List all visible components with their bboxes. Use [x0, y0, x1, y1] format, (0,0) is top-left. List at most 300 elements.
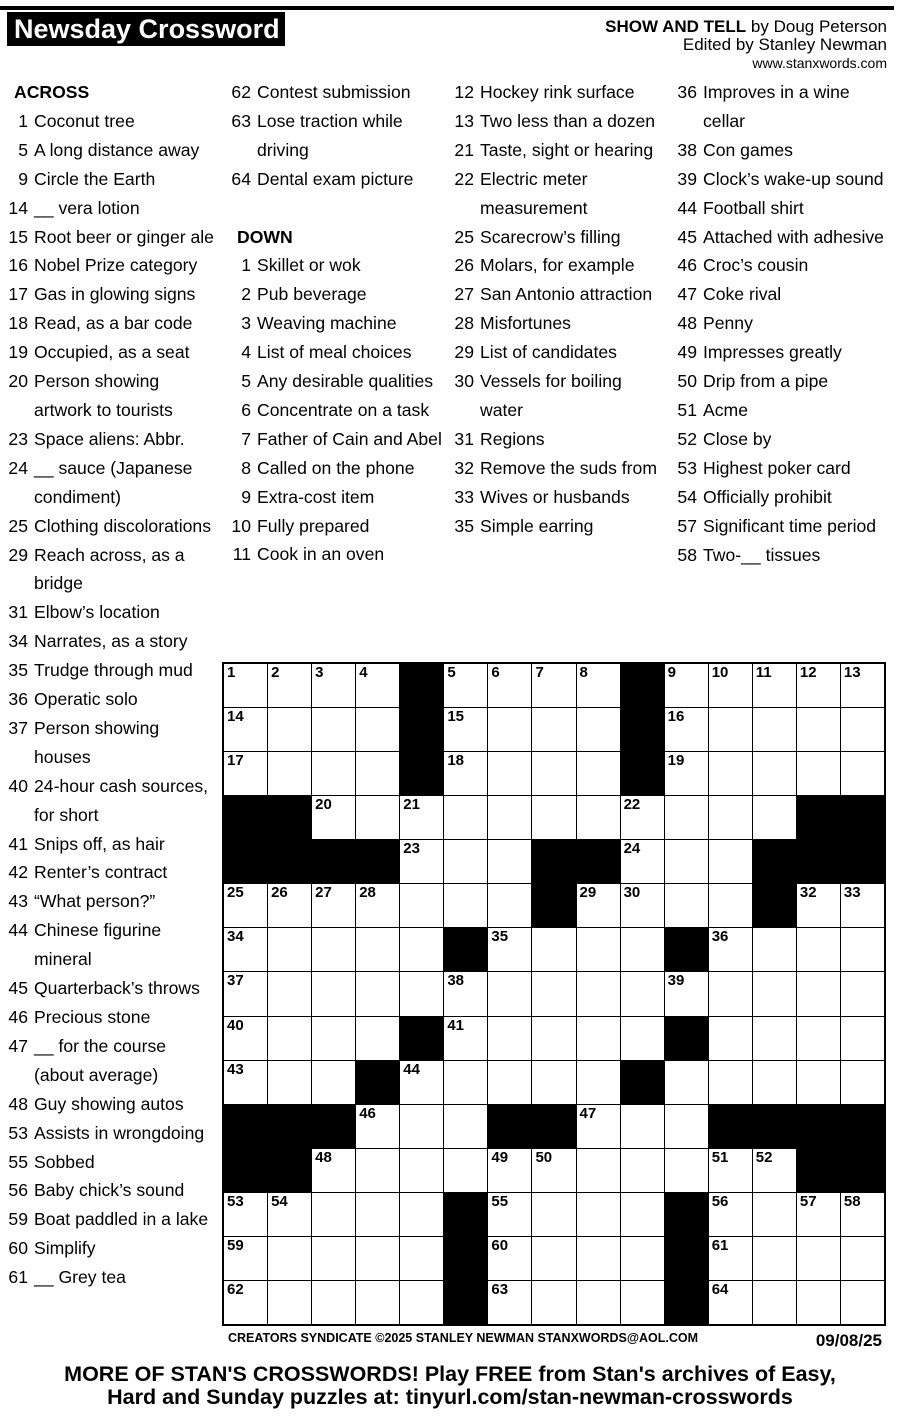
- grid-cell[interactable]: [841, 664, 884, 707]
- clue-number: 57: [677, 515, 697, 536]
- grid-cell[interactable]: [444, 1017, 487, 1060]
- grid-cell[interactable]: [841, 1237, 884, 1280]
- grid-cell[interactable]: [268, 1061, 311, 1104]
- grid-cell[interactable]: [532, 752, 575, 795]
- down-clue-6: [229, 396, 444, 425]
- puzzle-site: www.stanxwords.com: [752, 55, 887, 71]
- grid-cell[interactable]: [312, 884, 355, 927]
- grid-cell[interactable]: [356, 1281, 399, 1324]
- down-clue-4: [229, 338, 444, 367]
- down-clue-7: [229, 425, 444, 454]
- grid-cell[interactable]: [753, 1149, 796, 1192]
- grid-cell[interactable]: [797, 1281, 840, 1324]
- clue-number: 36: [677, 82, 697, 102]
- grid-cell[interactable]: [224, 1237, 267, 1280]
- down-clue-54: [675, 483, 890, 512]
- grid-cell[interactable]: [665, 884, 708, 927]
- black-square: [488, 1105, 531, 1148]
- grid-cell[interactable]: [268, 1193, 311, 1236]
- clue-column-1: [6, 78, 218, 1292]
- grid-cell[interactable]: [577, 664, 620, 707]
- grid-cell[interactable]: [621, 796, 664, 839]
- clue-text: Concentrate on a task: [257, 399, 430, 420]
- clue-text: Dental exam picture: [257, 168, 414, 189]
- grid-cell[interactable]: [356, 928, 399, 971]
- clue-number: 47: [8, 1035, 28, 1056]
- grid-cell[interactable]: [797, 1193, 840, 1236]
- grid-cell[interactable]: [268, 708, 311, 751]
- grid-cell[interactable]: [665, 796, 708, 839]
- clue-text: Remove the suds from: [480, 457, 657, 478]
- grid-cell[interactable]: [224, 928, 267, 971]
- grid-cell[interactable]: [444, 1149, 487, 1192]
- clue-text: Narrates, as a story: [34, 631, 188, 652]
- grid-cell[interactable]: [753, 708, 796, 751]
- grid-cell[interactable]: [753, 972, 796, 1015]
- cell-number: 40: [227, 1016, 244, 1034]
- grid-cell[interactable]: [224, 1281, 267, 1324]
- grid-cell[interactable]: [312, 1237, 355, 1280]
- clue-text: Operatic solo: [34, 689, 138, 710]
- grid-cell[interactable]: [797, 752, 840, 795]
- grid-cell[interactable]: [665, 752, 708, 795]
- grid-cell[interactable]: [709, 928, 752, 971]
- grid-cell[interactable]: [797, 972, 840, 1015]
- grid-cell[interactable]: [312, 928, 355, 971]
- clue-number: 14: [8, 197, 28, 218]
- clue-text: Vessels for boiling water: [480, 371, 622, 420]
- grid-cell[interactable]: [577, 708, 620, 751]
- grid-cell[interactable]: [577, 1193, 620, 1236]
- grid-cell[interactable]: [577, 1281, 620, 1324]
- down-clue-38: [675, 136, 890, 165]
- grid-cell[interactable]: [709, 1017, 752, 1060]
- grid-cell[interactable]: [621, 840, 664, 883]
- grid-cell[interactable]: [665, 972, 708, 1015]
- cell-number: 38: [447, 972, 465, 990]
- grid-cell[interactable]: [665, 1105, 708, 1148]
- clue-text: Coke rival: [703, 284, 782, 305]
- grid-cell[interactable]: [709, 840, 752, 883]
- grid-cell[interactable]: [841, 884, 884, 927]
- across-clue-37: [6, 714, 218, 772]
- grid-cell[interactable]: [224, 708, 267, 751]
- grid-cell[interactable]: [621, 884, 664, 927]
- grid-cell[interactable]: [444, 796, 487, 839]
- black-square: [621, 708, 664, 751]
- grid-cell[interactable]: [312, 1017, 355, 1060]
- cell-number: 64: [711, 1280, 729, 1298]
- grid-cell[interactable]: [488, 1149, 531, 1192]
- grid-cell[interactable]: [488, 664, 531, 707]
- grid-cell[interactable]: [797, 884, 840, 927]
- grid-cell[interactable]: [665, 1061, 708, 1104]
- grid-cell[interactable]: [577, 1237, 620, 1280]
- cell-number: 55: [491, 1192, 509, 1210]
- grid-cell[interactable]: [444, 840, 487, 883]
- grid-cell[interactable]: [532, 1017, 575, 1060]
- cell-number: 29: [579, 884, 597, 902]
- grid-cell[interactable]: [224, 664, 267, 707]
- clue-number: 1: [241, 255, 251, 276]
- grid-cell[interactable]: [356, 708, 399, 751]
- cell-number: 30: [623, 884, 641, 902]
- grid-cell[interactable]: [709, 1281, 752, 1324]
- clue-number: 50: [677, 371, 697, 392]
- grid-cell[interactable]: [444, 1105, 487, 1148]
- cell-number: 46: [359, 1104, 376, 1122]
- grid-cell[interactable]: [841, 1281, 884, 1324]
- grid-cell[interactable]: [532, 1061, 575, 1104]
- grid-cell[interactable]: [532, 708, 575, 751]
- black-square: [665, 1281, 708, 1324]
- clue-number: 15: [8, 226, 28, 247]
- clue-number: 31: [454, 428, 474, 449]
- grid-cell[interactable]: [532, 972, 575, 1015]
- black-square: [312, 1105, 355, 1148]
- puzzle-date: 09/08/25: [815, 1331, 882, 1350]
- grid-cell[interactable]: [709, 884, 752, 927]
- grid-cell[interactable]: [797, 1017, 840, 1060]
- grid-cell[interactable]: [400, 1149, 443, 1192]
- grid-cell[interactable]: [312, 1281, 355, 1324]
- grid-cell[interactable]: [488, 1193, 531, 1236]
- grid-cell[interactable]: [268, 664, 311, 707]
- clue-number: 29: [8, 544, 28, 565]
- across-clue-17: [6, 280, 218, 309]
- grid-cell[interactable]: [444, 752, 487, 795]
- cell-number: 48: [315, 1148, 332, 1166]
- grid-cell[interactable]: [753, 1237, 796, 1280]
- clue-text: Improves in a wine cellar: [703, 82, 850, 131]
- grid-cell[interactable]: [532, 796, 575, 839]
- cell-number: 4: [359, 664, 368, 681]
- grid-cell[interactable]: [709, 1149, 752, 1192]
- grid-cell[interactable]: [356, 1149, 399, 1192]
- grid-cell[interactable]: [400, 1281, 443, 1324]
- grid-cell[interactable]: [621, 1281, 664, 1324]
- grid-cell[interactable]: [400, 1193, 443, 1236]
- grid-cell[interactable]: [621, 1237, 664, 1280]
- clue-column-2: [229, 78, 444, 569]
- grid-cell[interactable]: [356, 884, 399, 927]
- black-square: [665, 1017, 708, 1060]
- grid-cell[interactable]: [356, 664, 399, 707]
- grid-cell[interactable]: [709, 752, 752, 795]
- grid-cell[interactable]: [444, 708, 487, 751]
- grid-cell[interactable]: [312, 1149, 355, 1192]
- grid-cell[interactable]: [224, 1061, 267, 1104]
- grid-cell[interactable]: [312, 1061, 355, 1104]
- down-clue-1: [229, 251, 444, 280]
- grid-cell[interactable]: [709, 1061, 752, 1104]
- grid-cell[interactable]: [488, 708, 531, 751]
- grid-cell[interactable]: [224, 1017, 267, 1060]
- grid-cell[interactable]: [488, 1237, 531, 1280]
- grid-cell[interactable]: [224, 1193, 267, 1236]
- grid-cell[interactable]: [356, 1017, 399, 1060]
- grid-cell[interactable]: [400, 796, 443, 839]
- grid-cell[interactable]: [268, 752, 311, 795]
- clue-text: A long distance away: [34, 139, 200, 160]
- grid-cell[interactable]: [841, 708, 884, 751]
- clue-text: List of candidates: [480, 342, 617, 363]
- clue-text: Snips off, as hair: [34, 833, 165, 854]
- clue-number: 10: [231, 515, 251, 536]
- black-square: [577, 840, 620, 883]
- clue-text: Regions: [480, 428, 545, 449]
- grid-cell[interactable]: [268, 884, 311, 927]
- down-clue-36: [675, 78, 890, 136]
- cell-number: 1: [227, 664, 236, 681]
- clue-text: San Antonio attraction: [480, 284, 653, 305]
- clue-number: 24: [8, 457, 28, 478]
- grid-cell[interactable]: [709, 708, 752, 751]
- grid-cell[interactable]: [488, 1281, 531, 1324]
- down-clue-51: [675, 396, 890, 425]
- clue-number: 61: [8, 1267, 28, 1288]
- cell-number: 59: [227, 1236, 244, 1254]
- grid-cell[interactable]: [488, 928, 531, 971]
- grid-cell[interactable]: [577, 1149, 620, 1192]
- grid-cell[interactable]: [797, 664, 840, 707]
- black-square: [532, 840, 575, 883]
- clue-text: __ for the course (about average): [34, 1035, 167, 1085]
- grid-cell[interactable]: [753, 928, 796, 971]
- grid-cell[interactable]: [312, 796, 355, 839]
- grid-cell[interactable]: [621, 1149, 664, 1192]
- grid-cell[interactable]: [268, 1281, 311, 1324]
- black-square: [841, 1105, 884, 1148]
- grid-cell[interactable]: [621, 928, 664, 971]
- grid-cell[interactable]: [621, 972, 664, 1015]
- down-clue-31: [452, 425, 667, 454]
- grid-cell[interactable]: [488, 972, 531, 1015]
- grid-cell[interactable]: [841, 928, 884, 971]
- clue-number: 26: [454, 255, 474, 276]
- grid-cell[interactable]: [488, 884, 531, 927]
- grid-cell[interactable]: [488, 1061, 531, 1104]
- grid-cell[interactable]: [488, 840, 531, 883]
- grid-cell[interactable]: [532, 1193, 575, 1236]
- black-square: [532, 884, 575, 927]
- grid-cell[interactable]: [312, 972, 355, 1015]
- grid-cell[interactable]: [753, 796, 796, 839]
- grid-cell[interactable]: [621, 1017, 664, 1060]
- cell-number: 8: [579, 664, 588, 681]
- grid-cell[interactable]: [400, 1105, 443, 1148]
- grid-cell[interactable]: [621, 1105, 664, 1148]
- clue-number: 25: [8, 515, 28, 536]
- clue-number: 23: [8, 428, 28, 449]
- grid-cell[interactable]: [577, 884, 620, 927]
- cell-number: 52: [755, 1148, 773, 1166]
- clue-text: Con games: [703, 139, 793, 160]
- grid-cell[interactable]: [268, 1237, 311, 1280]
- clue-text: Simple earring: [480, 515, 594, 536]
- grid-cell[interactable]: [224, 972, 267, 1015]
- black-square: [312, 840, 355, 883]
- grid-cell[interactable]: [400, 840, 443, 883]
- cell-number: 28: [359, 884, 376, 902]
- across-heading: ACROSS: [14, 82, 90, 102]
- clue-number: 2: [241, 284, 251, 305]
- grid-cell[interactable]: [444, 884, 487, 927]
- clue-text: Acme: [703, 399, 748, 420]
- clue-text: Weaving machine: [257, 313, 397, 334]
- grid-cell[interactable]: [665, 708, 708, 751]
- clue-number: 40: [8, 775, 28, 796]
- clue-text: Clock’s wake-up sound: [703, 168, 884, 189]
- grid-cell[interactable]: [577, 1061, 620, 1104]
- across-clue-46: [6, 1003, 218, 1032]
- clue-number: 27: [454, 284, 474, 305]
- grid-cell[interactable]: [797, 1061, 840, 1104]
- clue-number: 9: [241, 486, 251, 507]
- clue-number: 33: [454, 486, 474, 507]
- grid-cell[interactable]: [753, 1281, 796, 1324]
- grid-cell[interactable]: [621, 1193, 664, 1236]
- grid-cell[interactable]: [400, 928, 443, 971]
- grid-cell[interactable]: [268, 972, 311, 1015]
- grid-cell[interactable]: [665, 664, 708, 707]
- clue-text: Contest submission: [257, 82, 411, 102]
- grid-cell[interactable]: [753, 1193, 796, 1236]
- grid-cell[interactable]: [709, 1237, 752, 1280]
- clue-text: Called on the phone: [257, 457, 415, 478]
- clue-number: 34: [8, 631, 28, 652]
- grid-cell[interactable]: [224, 752, 267, 795]
- cell-number: 33: [843, 884, 861, 902]
- grid-cell[interactable]: [356, 1105, 399, 1148]
- grid-cell[interactable]: [841, 1017, 884, 1060]
- grid-cell[interactable]: [444, 972, 487, 1015]
- cell-number: 57: [799, 1192, 817, 1210]
- grid-cell[interactable]: [797, 928, 840, 971]
- grid-cell[interactable]: [709, 1193, 752, 1236]
- grid-cell[interactable]: [753, 752, 796, 795]
- clue-number: 20: [8, 371, 28, 392]
- clue-number: 64: [231, 168, 251, 189]
- grid-cell[interactable]: [356, 796, 399, 839]
- grid-cell[interactable]: [753, 664, 796, 707]
- grid-cell[interactable]: [400, 972, 443, 1015]
- grid-cell[interactable]: [841, 972, 884, 1015]
- grid-cell[interactable]: [356, 1193, 399, 1236]
- cell-number: 17: [227, 752, 244, 770]
- grid-cell[interactable]: [444, 1061, 487, 1104]
- down-clue-44: [675, 194, 890, 223]
- black-square: [444, 1193, 487, 1236]
- grid-cell[interactable]: [577, 928, 620, 971]
- grid-cell[interactable]: [488, 796, 531, 839]
- clue-number: 1: [18, 110, 28, 131]
- clue-text: Sobbed: [34, 1151, 95, 1172]
- clue-text: Highest poker card: [703, 457, 851, 478]
- down-clue-58: [675, 541, 890, 570]
- grid-cell[interactable]: [577, 1017, 620, 1060]
- grid-cell[interactable]: [841, 752, 884, 795]
- grid-cell[interactable]: [797, 1237, 840, 1280]
- grid-cell[interactable]: [224, 884, 267, 927]
- grid-cell[interactable]: [312, 708, 355, 751]
- clue-text: __ vera lotion: [34, 197, 140, 218]
- grid-cell[interactable]: [268, 928, 311, 971]
- clue-number: 56: [8, 1180, 28, 1201]
- clue-number: 54: [677, 486, 697, 507]
- clue-number: 46: [677, 255, 697, 276]
- clue-number: 7: [241, 428, 251, 449]
- grid-cell[interactable]: [400, 1237, 443, 1280]
- grid-cell[interactable]: [665, 840, 708, 883]
- grid-cell[interactable]: [356, 1237, 399, 1280]
- down-clue-22: [452, 165, 667, 223]
- clue-text: Renter’s contract: [34, 862, 168, 883]
- clue-text: Officially prohibit: [703, 486, 832, 507]
- grid-cell[interactable]: [841, 1193, 884, 1236]
- grid-cell[interactable]: [312, 752, 355, 795]
- grid-cell[interactable]: [400, 884, 443, 927]
- grid-cell[interactable]: [532, 1281, 575, 1324]
- grid-cell[interactable]: [577, 752, 620, 795]
- grid-cell[interactable]: [797, 708, 840, 751]
- grid-cell[interactable]: [753, 1061, 796, 1104]
- grid-cell[interactable]: [444, 664, 487, 707]
- clue-number: 35: [454, 515, 474, 536]
- down-clue-3: [229, 309, 444, 338]
- grid-cell[interactable]: [312, 664, 355, 707]
- grid-cell[interactable]: [400, 1061, 443, 1104]
- black-square: [444, 1237, 487, 1280]
- grid-cell[interactable]: [532, 664, 575, 707]
- grid-cell[interactable]: [577, 796, 620, 839]
- grid-cell[interactable]: [753, 1017, 796, 1060]
- clue-text: Drip from a pipe: [703, 371, 829, 392]
- grid-cell[interactable]: [532, 1149, 575, 1192]
- grid-cell[interactable]: [356, 752, 399, 795]
- clue-number: 5: [18, 139, 28, 160]
- clue-number: 28: [454, 313, 474, 334]
- grid-cell[interactable]: [665, 1149, 708, 1192]
- grid-cell[interactable]: [488, 1017, 531, 1060]
- grid-cell[interactable]: [841, 1061, 884, 1104]
- grid-cell[interactable]: [532, 928, 575, 971]
- down-clue-32: [452, 454, 667, 483]
- clue-text: Taste, sight or hearing: [480, 139, 654, 160]
- clue-text: Person showing houses: [34, 717, 160, 767]
- black-square: [444, 1281, 487, 1324]
- cell-number: 3: [315, 664, 324, 681]
- down-heading: DOWN: [237, 226, 293, 247]
- grid-cell[interactable]: [488, 752, 531, 795]
- grid-cell[interactable]: [577, 972, 620, 1015]
- black-square: [224, 840, 267, 883]
- grid-cell[interactable]: [709, 664, 752, 707]
- cell-number: 51: [711, 1148, 729, 1166]
- grid-cell[interactable]: [312, 1193, 355, 1236]
- grid-cell[interactable]: [577, 1105, 620, 1148]
- grid-cell[interactable]: [532, 1237, 575, 1280]
- across-clue-43: [6, 887, 218, 916]
- grid-cell[interactable]: [356, 972, 399, 1015]
- cell-number: 41: [447, 1016, 465, 1034]
- across-clue-19: [6, 338, 218, 367]
- across-clue-18: [6, 309, 218, 338]
- grid-cell[interactable]: [709, 972, 752, 1015]
- grid-cell[interactable]: [268, 1017, 311, 1060]
- grid-cell[interactable]: [709, 796, 752, 839]
- clue-number: 8: [241, 457, 251, 478]
